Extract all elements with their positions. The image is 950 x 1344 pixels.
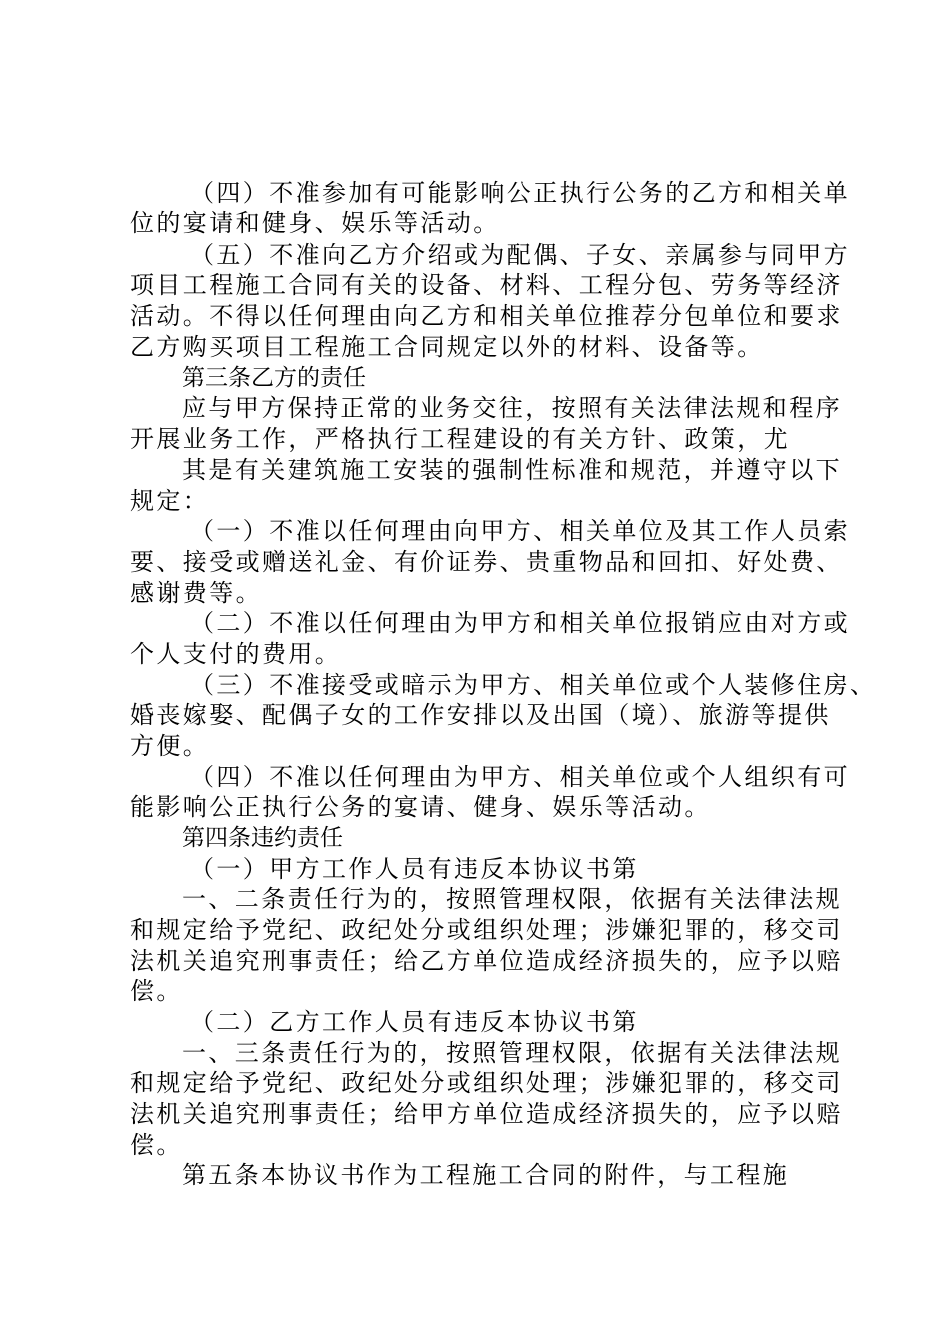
section-heading: 第三条乙方的责任 xyxy=(182,365,366,391)
paragraph-line: 偿。 xyxy=(130,977,183,1005)
paragraph-line: （一）甲方工作人员有违反本协议书第 xyxy=(190,855,639,883)
paragraph-line: 乙方购买项目工程施工合同规定以外的材料、设备等。 xyxy=(130,333,764,361)
paragraph-line: 一、二条责任行为的，按照管理权限，依据有关法律法规 xyxy=(182,885,842,913)
paragraph-line: 应与甲方保持正常的业务交往，按照有关法律法规和程序 xyxy=(182,394,842,422)
paragraph-line: 项目工程施工合同有关的设备、材料、工程分包、劳务等经济 xyxy=(130,271,843,299)
paragraph-line: 感谢费等。 xyxy=(130,579,262,607)
paragraph-line: （三）不准接受或暗示为甲方、相关单位或个人装修住房、 xyxy=(190,671,877,699)
paragraph-line: （五）不准向乙方介绍或为配偶、子女、亲属参与同甲方 xyxy=(190,241,850,269)
paragraph-line: 位的宴请和健身、娱乐等活动。 xyxy=(130,209,500,237)
paragraph-line: （四）不准参加有可能影响公正执行公务的乙方和相关单 xyxy=(190,179,850,207)
paragraph-line: 婚丧嫁娶、配偶子女的工作安排以及出国（境）、旅游等提供 xyxy=(130,701,831,729)
paragraph-line: 和规定给予党纪、政纪处分或组织处理；涉嫌犯罪的，移交司 xyxy=(130,1069,843,1097)
paragraph-line: 法机关追究刑事责任；给乙方单位造成经济损失的，应予以赔 xyxy=(130,947,843,975)
paragraph-line: 个人支付的费用。 xyxy=(130,640,342,668)
paragraph-line: 其是有关建筑施工安装的强制性标准和规范，并遵守以下 xyxy=(182,456,842,484)
paragraph-line: （四）不准以任何理由为甲方、相关单位或个人组织有可 xyxy=(190,763,850,791)
section-heading: 第四条违约责任 xyxy=(182,825,343,851)
paragraph-line: 偿。 xyxy=(130,1131,183,1159)
paragraph-line: 要、接受或赠送礼金、有价证券、贵重物品和回扣、好处费、 xyxy=(130,548,843,576)
paragraph-line: （二）不准以任何理由为甲方和相关单位报销应由对方或 xyxy=(190,609,850,637)
paragraph-line: 方便。 xyxy=(130,732,210,760)
paragraph-line: （一）不准以任何理由向甲方、相关单位及其工作人员索 xyxy=(190,517,850,545)
paragraph-line: （二）乙方工作人员有违反本协议书第 xyxy=(190,1008,639,1036)
paragraph-line: 规定： xyxy=(130,487,210,515)
paragraph-line: 开展业务工作，严格执行工程建设的有关方针、政策，尤 xyxy=(130,425,790,453)
paragraph-line: 一、三条责任行为的，按照管理权限，依据有关法律法规 xyxy=(182,1039,842,1067)
paragraph-line: 活动。不得以任何理由向乙方和相关单位推荐分包单位和要求 xyxy=(130,302,843,330)
paragraph-line: 能影响公正执行公务的宴请、健身、娱乐等活动。 xyxy=(130,793,711,821)
paragraph-line: 和规定给予党纪、政纪处分或组织处理；涉嫌犯罪的，移交司 xyxy=(130,916,843,944)
paragraph-line: 法机关追究刑事责任；给甲方单位造成经济损失的，应予以赔 xyxy=(130,1100,843,1128)
paragraph-line: 第五条本协议书作为工程施工合同的附件，与工程施 xyxy=(182,1161,790,1189)
